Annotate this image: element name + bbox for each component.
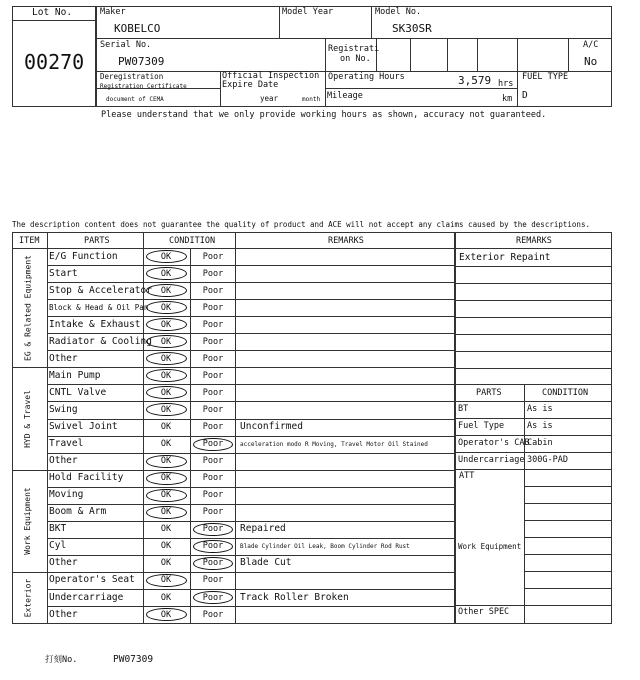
part-name: Radiator & Cooling (49, 335, 152, 347)
remark-text: Blade Cylinder Oil Leak, Boom Cylinder Rod Rust (240, 542, 410, 550)
model-year-label: Model Year (282, 7, 334, 17)
part-name: Swivel Joint (49, 421, 118, 432)
poor-option: Poor (202, 387, 224, 398)
remark-text: Repaired (240, 523, 286, 535)
poor-circle-mark (193, 523, 233, 536)
registration-certificate-label: Registration Certificate (100, 83, 187, 90)
poor-option: Poor (202, 473, 224, 484)
lot-no: 00270 (24, 50, 85, 74)
part-name: Intake & Exhaust (49, 318, 141, 330)
col-remarks: REMARKS (328, 236, 364, 246)
ac-label: A/C (583, 40, 599, 50)
part-name: Other (49, 557, 78, 569)
maker-label: Maker (100, 7, 126, 17)
poor-option: Poor (202, 575, 224, 586)
poor-option: Poor (202, 524, 224, 535)
ok-option: OK (160, 575, 172, 586)
poor-option: Poor (202, 302, 224, 313)
stamp-value: PW07309 (113, 654, 154, 665)
document-of-cema-label: document of CEMA (106, 96, 164, 103)
ok-option: OK (160, 592, 172, 603)
poor-option: Poor (202, 490, 224, 501)
poor-option: Poor (202, 370, 224, 381)
side-part-name: Undercarriage (458, 455, 525, 465)
ok-option: OK (160, 473, 172, 484)
ok-option: OK (160, 319, 172, 330)
part-name: CNTL Valve (49, 386, 107, 398)
registration-label-2: on No. (340, 54, 371, 64)
serial-no: PW07309 (118, 55, 165, 68)
part-name: Main Pump (49, 369, 101, 381)
ok-option: OK (160, 541, 172, 552)
part-name: Boom & Arm (49, 506, 107, 518)
ok-option: OK (160, 353, 172, 364)
part-name: Stop & Accelerator (49, 284, 152, 296)
poor-option: Poor (202, 439, 224, 450)
hrs-label: hrs (498, 79, 514, 89)
side-part-condition: Cabin (527, 438, 553, 448)
part-name: Moving (49, 489, 84, 501)
exterior-repaint: Exterior Repaint (459, 252, 551, 263)
ok-circle-mark (146, 574, 187, 587)
ok-circle-mark (146, 506, 187, 519)
notice-hours: Please understand that we only provide working hours as shown, accuracy not guaranteed. (101, 110, 547, 120)
ok-circle-mark (146, 267, 187, 280)
part-name: Other (49, 455, 78, 467)
ok-option: OK (160, 302, 172, 313)
col-item: ITEM (19, 236, 40, 246)
other-spec-label: Other SPEC (458, 607, 510, 617)
poor-option: Poor (202, 507, 224, 518)
model-no: SK30SR (392, 22, 432, 35)
ok-option: OK (160, 251, 172, 262)
item-group-label: Work Equipment (23, 487, 33, 555)
side-part-name: Fuel Type (458, 421, 505, 431)
side-part-condition: 300G-PAD (527, 455, 568, 465)
ok-option: OK (160, 370, 172, 381)
remark-text: Unconfirmed (240, 421, 303, 432)
ok-option: OK (160, 558, 172, 569)
poor-option: Poor (202, 404, 224, 415)
month-label: month (302, 96, 321, 103)
item-group-label: Exterior (23, 578, 33, 617)
stamp-label: 打刻No. (45, 655, 78, 665)
part-name: Cyl (49, 540, 67, 552)
side-parts-label: PARTS (476, 388, 502, 398)
poor-option: Poor (202, 285, 224, 296)
ok-option: OK (160, 404, 172, 415)
part-name: Undercarriage (49, 591, 124, 603)
poor-option: Poor (202, 609, 224, 620)
poor-option: Poor (202, 558, 224, 569)
side-part-condition: As is (527, 421, 553, 431)
ok-option: OK (160, 439, 172, 450)
official-inspection-label: Official Inspection (222, 71, 320, 81)
year-label: year (260, 94, 279, 103)
serial-no-label: Serial No. (100, 40, 152, 50)
part-name: Block & Head & Oil Pan (49, 303, 149, 313)
poor-option: Poor (202, 592, 224, 603)
ok-circle-mark (146, 250, 187, 263)
part-name: BKT (49, 523, 67, 535)
ok-option: OK (160, 268, 172, 279)
work-equipment-label: Work Equipment (458, 542, 522, 551)
poor-option: Poor (202, 268, 224, 279)
remark-text: Blade Cut (240, 557, 292, 569)
part-name: E/G Function (49, 250, 118, 262)
side-remarks-label: REMARKS (516, 236, 552, 246)
ok-option: OK (160, 387, 172, 398)
ok-option: OK (160, 490, 172, 501)
part-name: Travel (49, 438, 84, 450)
side-part-name: Operator's CAB (458, 438, 530, 448)
expire-date-label: Expire Date (222, 80, 279, 90)
operating-hours: 3,579 (458, 74, 492, 87)
part-name: Operator's Seat (49, 574, 135, 586)
fuel-type-label: FUEL TYPE (522, 72, 569, 82)
part-name: Swing (49, 403, 78, 415)
side-part-condition: As is (527, 404, 553, 414)
part-name: Hold Facility (49, 472, 124, 484)
poor-option: Poor (202, 336, 224, 347)
side-condition-label: CONDITION (542, 388, 589, 398)
att-label: ATT (459, 471, 475, 481)
poor-circle-mark (193, 591, 233, 604)
part-name: Other (49, 352, 78, 364)
side-part-name: BT (458, 404, 469, 414)
ac-value: No (584, 55, 598, 68)
poor-circle-mark (193, 438, 233, 451)
ok-option: OK (160, 422, 172, 432)
ok-option: OK (160, 609, 172, 620)
item-group-label: EG & Related Equipment (23, 254, 33, 361)
ok-option: OK (160, 524, 172, 535)
deregistration-label: Deregistration (100, 72, 164, 81)
ok-option: OK (160, 507, 172, 518)
ok-circle-mark (146, 455, 187, 468)
col-parts: PARTS (84, 236, 110, 246)
notice-description: The description content does not guarantee the quality of product and ACE will not accept any claims caused by the descriptions. (12, 220, 590, 229)
maker: KOBELCO (114, 22, 161, 35)
ok-option: OK (160, 456, 172, 467)
col-condition: CONDITION (169, 236, 216, 246)
poor-option: Poor (202, 319, 224, 330)
poor-option: Poor (202, 422, 224, 432)
ok-option: OK (160, 336, 172, 347)
remark-text: acceleration modo R Moving, Travel Motor Oil Stained (240, 440, 428, 448)
ok-circle-mark (146, 608, 187, 621)
model-no-label: Model No. (375, 7, 422, 17)
part-name: Other (49, 608, 78, 620)
mileage-label: Mileage (327, 91, 363, 101)
ok-circle-mark (146, 472, 187, 485)
part-name: Start (49, 267, 78, 279)
poor-option: Poor (202, 456, 224, 467)
poor-circle-mark (193, 557, 233, 570)
poor-option: Poor (202, 353, 224, 364)
registration-label-1: Registrati (328, 44, 380, 54)
poor-option: Poor (202, 251, 224, 262)
ok-option: OK (160, 285, 172, 296)
fuel-type: D (522, 90, 528, 101)
item-group-label: HYD & Travel (23, 389, 33, 448)
poor-circle-mark (193, 540, 233, 553)
km-label: km (502, 94, 513, 104)
operating-hours-label: Operating Hours (328, 72, 405, 82)
poor-option: Poor (202, 541, 224, 552)
remark-text: Track Roller Broken (240, 591, 349, 603)
ok-circle-mark (146, 489, 187, 502)
lot-no-label: Lot No. (32, 7, 73, 18)
